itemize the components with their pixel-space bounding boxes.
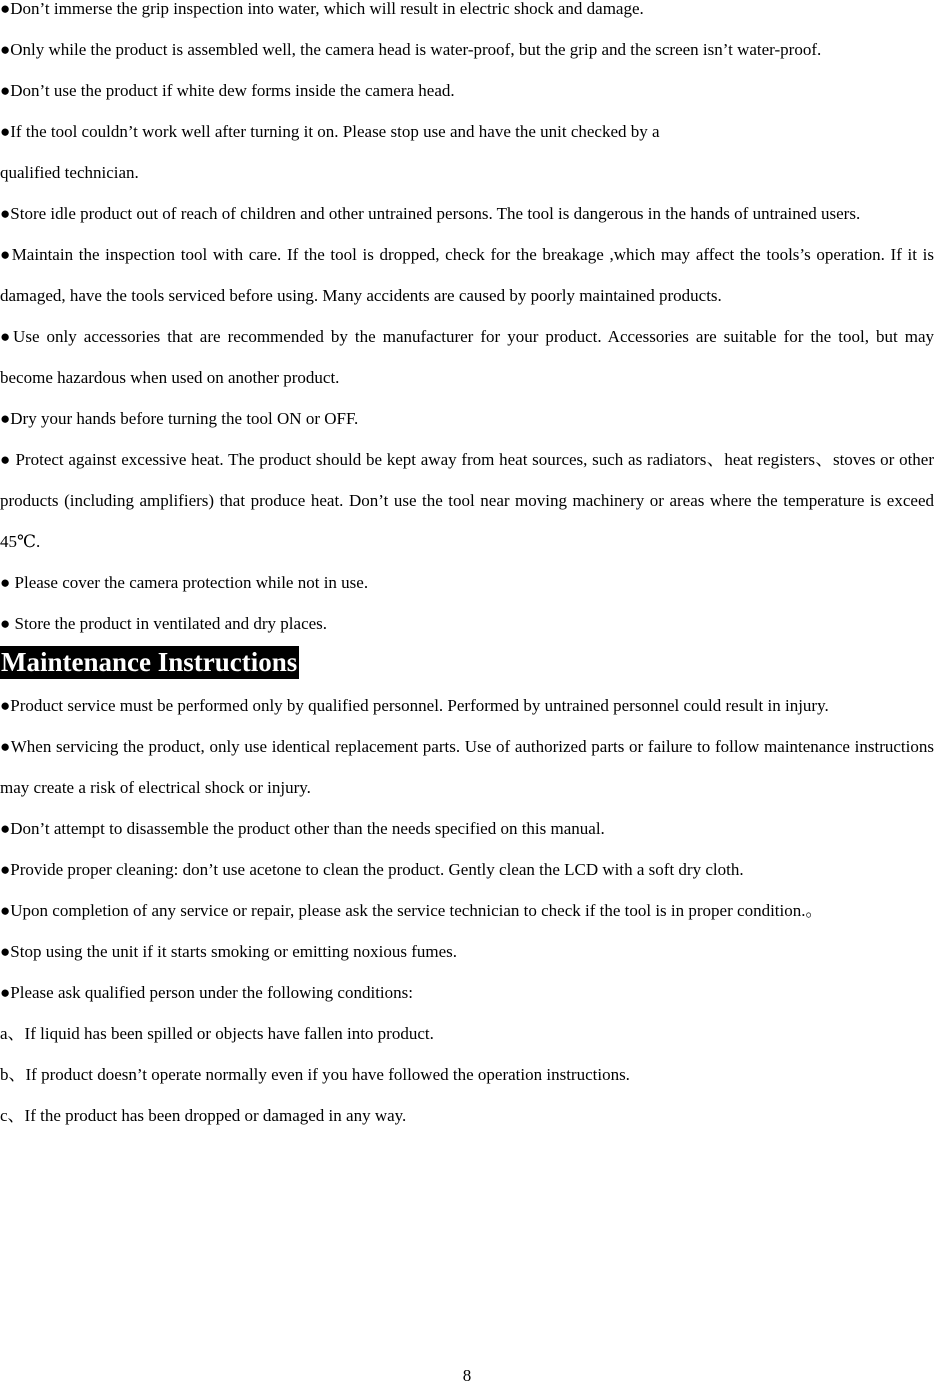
safety-item: ●Dry your hands before turning the tool ON or OFF.: [0, 409, 359, 428]
page-number: 8: [462, 1366, 472, 1385]
safety-item: ●Maintain the inspection tool with care. If the tool is dropped, check for the breakage ,which may affect the tools’s operation. If it is damaged, have the tools serviced before using. Many accidents are caused by poorly maintained products.: [0, 245, 934, 305]
maintenance-item: ●When servicing the product, only use identical replacement parts. Use of authorized parts or failure to follow maintenance instructions may create a risk of electrical shock or injury.: [0, 737, 934, 797]
safety-item: ●If the tool couldn’t work well after turning it on. Please stop use and have the unit checked by a: [0, 122, 660, 141]
maintenance-item: ●Provide proper cleaning: don’t use acetone to clean the product. Gently clean the LCD with a soft dry cloth.: [0, 860, 744, 879]
maintenance-condition: a、If liquid has been spilled or objects have fallen into product.: [0, 1024, 434, 1043]
maintenance-heading: Maintenance Instructions: [1, 647, 298, 677]
safety-item: ●Only while the product is assembled well, the camera head is water-proof, but the grip and the screen isn’t water-proof.: [0, 40, 822, 59]
maintenance-item: ●Please ask qualified person under the following conditions:: [0, 983, 413, 1002]
maintenance-condition: b、If product doesn’t operate normally even if you have followed the operation instructions.: [0, 1065, 630, 1084]
maintenance-heading-row: [0, 644, 934, 685]
maintenance-item: ●Upon completion of any service or repair, please ask the service technician to check if the tool is in proper condition.。: [0, 901, 823, 920]
safety-item-continuation: qualified technician.: [0, 163, 139, 182]
safety-item: ●Use only accessories that are recommended by the manufacturer for your product. Accessories are suitable for the tool, but may become hazardous when used on another product.: [0, 327, 934, 387]
maintenance-item: ●Product service must be performed only by qualified personnel. Performed by untrained personnel could result in injury.: [0, 696, 829, 715]
safety-item: ● Please cover the camera protection while not in use.: [0, 573, 369, 592]
safety-item: ● Protect against excessive heat. The product should be kept away from heat sources, such as radiators、heat registers、stoves or other products (including amplifiers) that produce heat. Don’t use the tool near moving machinery or areas where the temperature is exceed 45℃.: [0, 450, 934, 551]
maintenance-item: ●Don’t attempt to disassemble the product other than the needs specified on this manual.: [0, 819, 605, 838]
safety-item: ●Store idle product out of reach of children and other untrained persons. The tool is dangerous in the hands of untrained users.: [0, 204, 861, 223]
maintenance-condition: c、If the product has been dropped or damaged in any way.: [0, 1106, 407, 1125]
maintenance-item: ●Stop using the unit if it starts smoking or emitting noxious fumes.: [0, 942, 457, 961]
safety-item: ●Don’t use the product if white dew forms inside the camera head.: [0, 81, 455, 100]
safety-item: ● Store the product in ventilated and dry places.: [0, 614, 328, 633]
safety-item: ●Don’t immerse the grip inspection into water, which will result in electric shock and damage.: [0, 0, 644, 18]
